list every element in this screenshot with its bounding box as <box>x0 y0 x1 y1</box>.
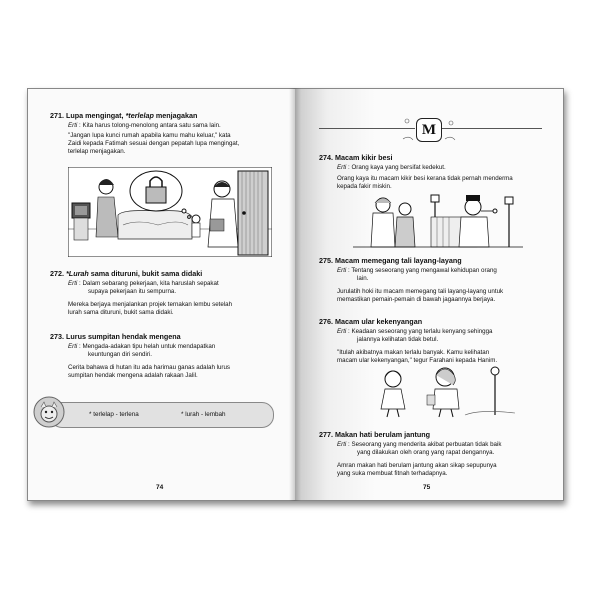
book-gutter <box>289 88 301 501</box>
glossary-item-terlelap: * terlelap - terlena <box>89 411 139 418</box>
open-book <box>27 88 564 501</box>
glossary-item-lurah: * lurah - lembah <box>181 411 226 418</box>
entry-277-example: Amran makan hati berulam jantung akan sikap sepupunya yang suka membuat fitnah terhadapnya. <box>337 462 497 478</box>
entry-277-title: 277. Makan hati berulam jantung <box>319 430 431 439</box>
entry-275-example: Jurulatih hoki itu macam memegang tali layang-layang untuk memastikan pemain-pemain di bawah jagaannya berjaya. <box>337 288 504 304</box>
entry-277-erti: Erti : Seseorang yang menderita akibat perbuatan tidak baik yang dilakukan oleh orang yang rapat dengannya. <box>337 441 502 457</box>
entry-274-example: Orang kaya itu macam kikir besi kerana tidak pernah menderma kepada fakir miskin. <box>337 175 513 191</box>
glossary-tip-box <box>50 402 274 428</box>
entry-274-title: 274. Macam kikir besi <box>319 153 393 162</box>
entry-273-erti: Erti : Mengada-adakan tipu helah untuk mendapatkan keuntungan diri sendiri. <box>68 343 216 359</box>
section-letter: M <box>416 118 442 142</box>
entry-271-erti: Erti : Kita harus tolong-menolong antara satu sama lain. <box>68 122 221 129</box>
entry-273-example: Cerita bahawa di hutan itu ada harimau ganas adalah lurus sumpitan hendak mengena adalah rakaan Jalil. <box>68 364 231 380</box>
entry-272-title: 272. *Lurah sama dituruni, bukit sama didaki <box>50 269 203 278</box>
illustration-locked-house <box>68 167 272 257</box>
entry-276-example: "Itulah akibatnya makan terlalu banyak. Kamu kelihatan macam ular kekenyangan," tegur Farahani kepada Hanim. <box>337 349 498 365</box>
illustration-overfull-girls <box>365 365 515 419</box>
entry-272-erti: Erti : Dalam sebarang pekerjaan, kita haruslah sepakat supaya pekerjaan itu sempurna. <box>68 280 219 296</box>
left-page <box>27 88 295 501</box>
mascot-badge-icon <box>32 392 66 432</box>
entry-272-example: Mereka berjaya menjalankan projek ternakan lembu setelah lurah sama dituruni, bukit sama didaki. <box>68 301 233 317</box>
right-page <box>295 88 564 501</box>
entry-274-erti: Erti : Orang kaya yang bersifat kedekut. <box>337 164 446 171</box>
illustration-stingy-rich-man <box>353 193 523 249</box>
entry-275-title: 275. Macam memegang tali layang-layang <box>319 256 462 265</box>
entry-275-erti: Erti : Tentang seseorang yang mengawal kehidupan orang lain. <box>337 267 497 283</box>
page-number-left: 74 <box>156 484 164 491</box>
entry-273-title: 273. Lurus sumpitan hendak mengena <box>50 332 181 341</box>
entry-271-example: "Jangan lupa kunci rumah apabila kamu mahu keluar," kata Zaidi kepada Fatimah sesuai dengan pepatah lupa mengingat, terlelap menjagakan. <box>68 132 240 156</box>
entry-271-title: 271. Lupa mengingat, *terlelap menjagakan <box>50 111 198 120</box>
entry-276-title: 276. Macam ular kekenyangan <box>319 317 423 326</box>
entry-276-erti: Erti : Keadaan seseorang yang terlalu kenyang sehingga jalannya kelihatan tidak betul. <box>337 328 493 344</box>
page-number-right: 75 <box>423 484 431 491</box>
